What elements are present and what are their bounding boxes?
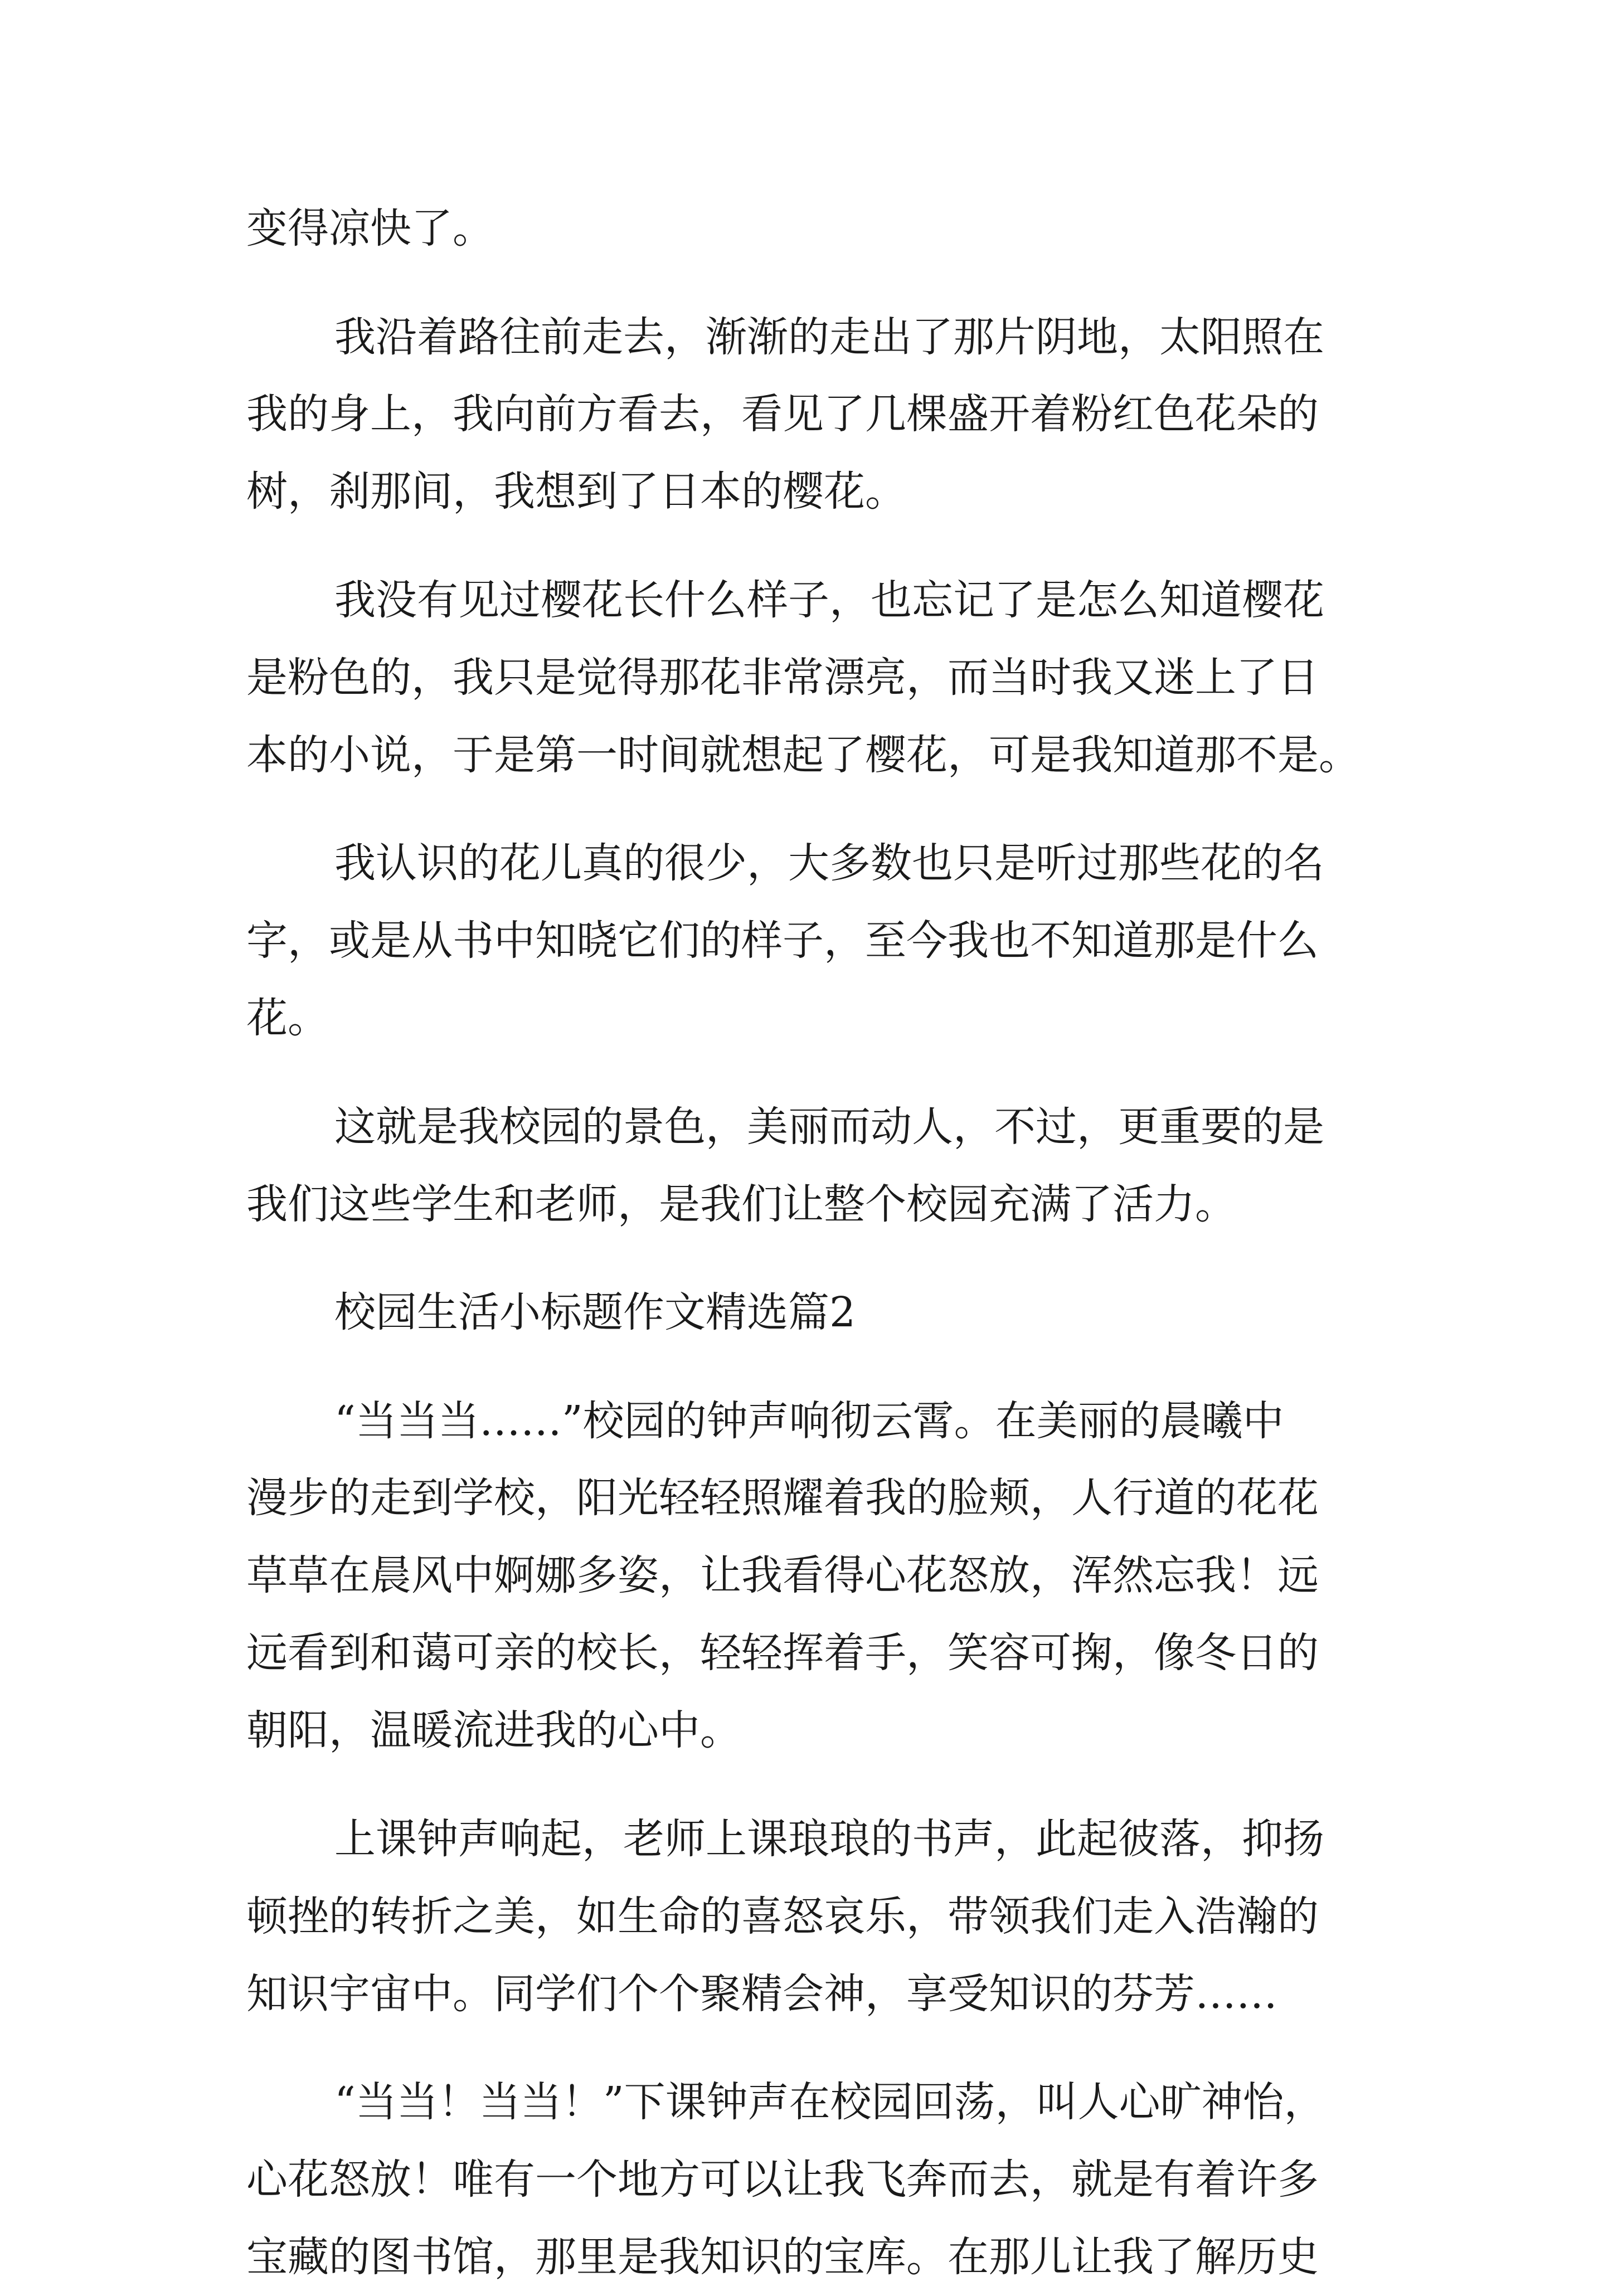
text-line-16: 草草在晨风中婀娜多姿，让我看得心花怒放，浑然忘我！远 xyxy=(246,1551,1319,1599)
text-line-6: 是粉色的，我只是觉得那花非常漂亮，而当时我又迷上了日 xyxy=(246,654,1319,702)
text-line-10: 花。 xyxy=(246,994,329,1042)
text-line-9: 字，或是从书中知晓它们的样子，至今我也不知道那是什么 xyxy=(246,917,1319,965)
text-line-19: 上课钟声响起，老师上课琅琅的书声，此起彼落，抑扬 xyxy=(334,1815,1324,1863)
text-line-21: 知识宇宙中。同学们个个聚精会神，享受知识的芬芳…… xyxy=(246,1970,1277,2018)
text-line-24: 宝藏的图书馆，那里是我知识的宝库。在那儿让我了解历史 xyxy=(246,2233,1319,2281)
text-line-15: 漫步的走到学校，阳光轻轻照耀着我的脸颊，人行道的花花 xyxy=(246,1474,1319,1522)
text-line-12: 我们这些学生和老师，是我们让整个校园充满了活力。 xyxy=(246,1180,1236,1228)
text-line-1: 变得凉快了。 xyxy=(246,205,494,252)
text-line-8: 我认识的花儿真的很少，大多数也只是听过那些花的名 xyxy=(334,839,1324,887)
text-line-14: “当当当……”校园的钟声响彻云霄。在美丽的晨曦中 xyxy=(334,1397,1284,1445)
text-line-20: 顿挫的转折之美，如生命的喜怒哀乐，带领我们走入浩瀚的 xyxy=(246,1893,1319,1940)
text-line-17: 远看到和蔼可亲的校长，轻轻挥着手，笑容可掬，像冬日的 xyxy=(246,1629,1319,1677)
text-line-3: 我的身上，我向前方看去，看见了几棵盛开着粉红色花朵的 xyxy=(246,390,1319,438)
text-line-23: 心花怒放！唯有一个地方可以让我飞奔而去，就是有着许多 xyxy=(246,2156,1319,2203)
text-line-7: 本的小说，于是第一时间就想起了樱花，可是我知道那不是。 xyxy=(246,731,1360,779)
text-line-18: 朝阳，温暖流进我的心中。 xyxy=(246,1706,741,1754)
text-line-4: 树，刹那间，我想到了日本的樱花。 xyxy=(246,468,906,515)
text-line-5: 我没有见过樱花长什么样子，也忘记了是怎么知道樱花 xyxy=(334,576,1324,624)
text-line-2: 我沿着路往前走去，渐渐的走出了那片阴地，太阳照在 xyxy=(334,313,1324,361)
section-heading: 校园生活小标题作文精选篇2 xyxy=(334,1288,856,1336)
text-line-22: “当当！当当！”下课钟声在校园回荡，叫人心旷神怡， xyxy=(334,2078,1325,2126)
text-line-11: 这就是我校园的景色，美丽而动人，不过，更重要的是 xyxy=(334,1103,1324,1151)
